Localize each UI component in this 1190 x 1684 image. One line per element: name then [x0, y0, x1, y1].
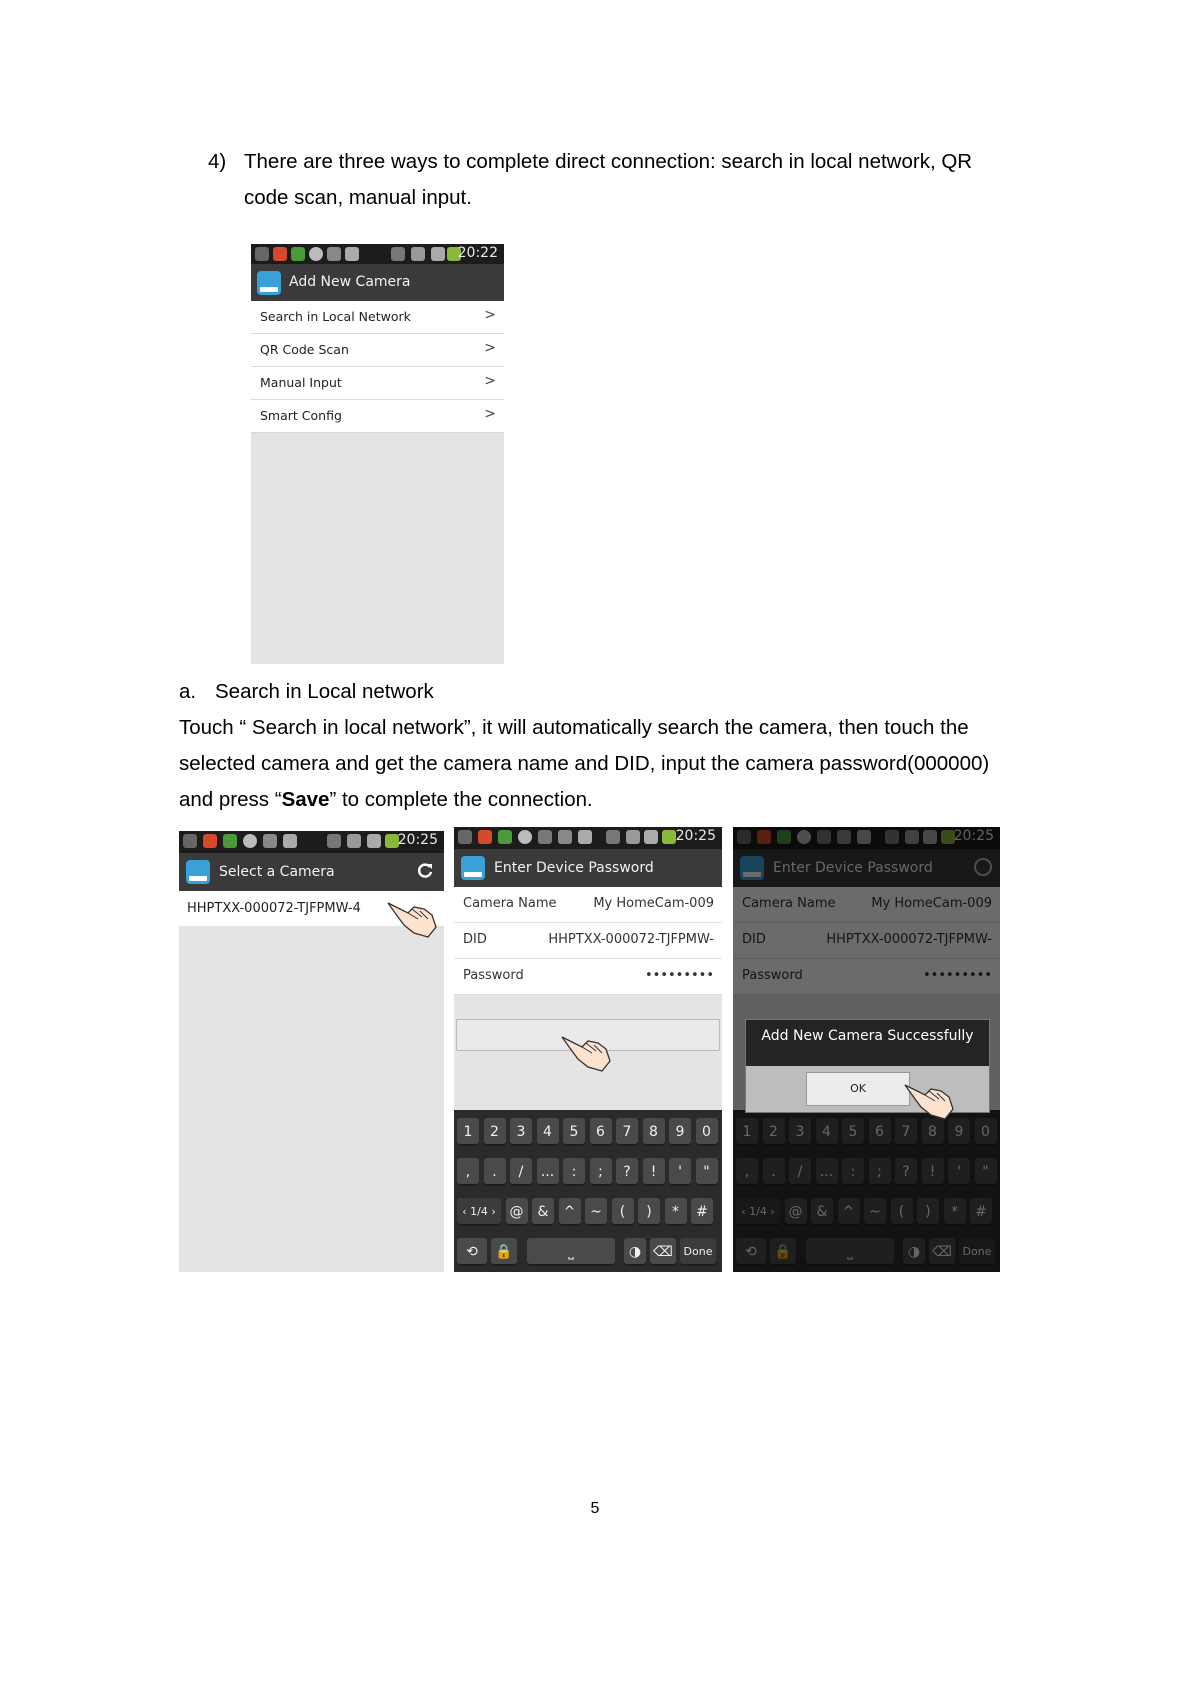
camera-item-label: HHPTXX-000072-TJFPMW-4 [187, 901, 361, 916]
password-field[interactable] [454, 959, 722, 995]
document-icon [578, 830, 592, 844]
undo-icon[interactable]: ⟲ [457, 1238, 487, 1266]
backspace-icon[interactable]: ⌫ [650, 1238, 676, 1266]
app-notify-icon [478, 830, 492, 844]
section-heading: Search in Local network [215, 680, 434, 703]
menu-item-label: Manual Input [260, 375, 342, 390]
document-icon [283, 834, 297, 848]
menu-item-manual-input[interactable] [251, 367, 504, 400]
keyboard-key[interactable]: 2 [484, 1118, 506, 1146]
status-bar [454, 827, 722, 849]
lock-icon[interactable]: 🔒 [491, 1238, 517, 1266]
keyboard-key[interactable]: 5 [563, 1118, 585, 1146]
signal-icon [431, 247, 445, 261]
keyboard-key[interactable]: @ [506, 1198, 528, 1226]
keyboard-key[interactable]: 7 [616, 1118, 638, 1146]
mute-icon [327, 834, 341, 848]
title-bar [454, 849, 722, 887]
pointing-hand-icon [384, 893, 444, 941]
keyboard-key[interactable]: 9 [669, 1118, 691, 1146]
section-paragraph-line3 [179, 782, 593, 818]
keyboard-key[interactable]: ! [643, 1158, 665, 1186]
keyboard [454, 1110, 722, 1272]
status-time: 20:25 [675, 828, 716, 844]
menu-item-search-local[interactable] [251, 301, 504, 334]
menu-item-label: QR Code Scan [260, 342, 349, 357]
contrast-icon[interactable]: ◑ [624, 1238, 646, 1266]
app-logo-icon [186, 860, 210, 884]
app-logo-icon [257, 271, 281, 295]
section-letter: a. [179, 680, 197, 703]
app-notify-icon [203, 834, 217, 848]
usb-icon [458, 830, 472, 844]
keyboard-key[interactable]: / [510, 1158, 532, 1186]
keyboard-key[interactable]: : [563, 1158, 585, 1186]
symbol-page-key[interactable]: ‹ 1/4 › [457, 1198, 501, 1226]
wifi-icon [411, 247, 425, 261]
keyboard-key[interactable]: ... [537, 1158, 559, 1186]
status-bar [179, 831, 444, 853]
screen-title: Enter Device Password [494, 860, 654, 876]
paragraph-text: ” to complete the connection. [329, 788, 593, 811]
camera-name-field[interactable] [454, 887, 722, 923]
usb-icon [255, 247, 269, 261]
screen-title: Select a Camera [219, 864, 335, 880]
title-bar [251, 264, 504, 301]
keyboard-key[interactable]: ) [638, 1198, 660, 1226]
screenshot-enter-password [454, 827, 722, 1272]
keyboard-key[interactable]: 4 [537, 1118, 559, 1146]
keyboard-key[interactable]: 0 [696, 1118, 718, 1146]
field-value: HHPTXX-000072-TJFPMW- [548, 932, 714, 947]
title-bar [179, 853, 444, 891]
save-keyword: Save [281, 788, 330, 811]
field-label: DID [463, 932, 487, 947]
ok-button[interactable]: OK [806, 1072, 910, 1106]
status-time: 20:22 [457, 245, 498, 261]
menu-item-qr-scan[interactable] [251, 334, 504, 367]
refresh-icon[interactable] [416, 862, 434, 880]
screen-title: Add New Camera [289, 274, 411, 290]
screenshot-add-new-camera [251, 244, 504, 664]
battery-notify-icon [558, 830, 572, 844]
keyboard-icon [538, 830, 552, 844]
done-key[interactable]: Done [680, 1238, 716, 1266]
paragraph-text: and press “ [179, 788, 282, 811]
section-paragraph-line2: selected camera and get the camera name and DID, input the camera password(000000) [179, 752, 990, 775]
wifi-icon [347, 834, 361, 848]
chevron-right-icon: > [484, 373, 496, 389]
keyboard-key[interactable]: 1 [457, 1118, 479, 1146]
pointing-hand-icon [558, 1027, 618, 1075]
usb-icon [183, 834, 197, 848]
keyboard-key[interactable]: , [457, 1158, 479, 1186]
field-label: Password [463, 968, 524, 983]
document-icon [345, 247, 359, 261]
chevron-right-icon: > [484, 406, 496, 422]
keyboard-key[interactable]: ^ [559, 1198, 581, 1226]
dialog-title: Add New Camera Successfully [761, 1028, 974, 1044]
weather-icon [309, 247, 323, 261]
signal-icon [644, 830, 658, 844]
battery-notify-icon [327, 247, 341, 261]
status-time: 20:25 [397, 832, 438, 848]
menu-item-label: Smart Config [260, 408, 342, 423]
app-notify-icon [273, 247, 287, 261]
status-bar [251, 244, 504, 264]
keyboard-key[interactable]: " [696, 1158, 718, 1186]
app-notify-icon [223, 834, 237, 848]
menu-item-label: Search in Local Network [260, 309, 411, 324]
keyboard-key[interactable]: ' [669, 1158, 691, 1186]
screenshot-select-camera [179, 831, 444, 1272]
keyboard-key[interactable]: 6 [590, 1118, 612, 1146]
chevron-right-icon: > [484, 307, 496, 323]
keyboard-key[interactable]: 8 [643, 1118, 665, 1146]
keyboard-key[interactable]: ( [612, 1198, 634, 1226]
battery-notify-icon [263, 834, 277, 848]
screenshot-add-success [733, 827, 1000, 1272]
app-notify-icon [291, 247, 305, 261]
app-notify-icon [498, 830, 512, 844]
battery-icon [662, 830, 676, 844]
keyboard-key[interactable]: ~ [585, 1198, 607, 1226]
step-text-line1: There are three ways to complete direct connection: search in local network, QR [244, 150, 973, 173]
weather-icon [518, 830, 532, 844]
menu-item-smart-config[interactable] [251, 400, 504, 433]
keyboard-key[interactable]: & [532, 1198, 554, 1226]
pointing-hand-icon [901, 1075, 961, 1123]
mute-icon [606, 830, 620, 844]
app-logo-icon [461, 856, 485, 880]
chevron-right-icon: > [484, 340, 496, 356]
field-value: ••••••••• [644, 968, 714, 983]
wifi-icon [626, 830, 640, 844]
keyboard-key[interactable]: # [691, 1198, 713, 1226]
section-paragraph-line1: Touch “ Search in local network”, it will automatically search the camera, then touch the [179, 716, 969, 739]
keyboard-key[interactable]: 3 [510, 1118, 532, 1146]
keyboard-key[interactable]: * [665, 1198, 687, 1226]
weather-icon [243, 834, 257, 848]
did-field[interactable] [454, 923, 722, 959]
field-value: My HomeCam-009 [593, 896, 714, 911]
space-key[interactable]: ⎵ [527, 1238, 615, 1266]
mute-icon [391, 247, 405, 261]
signal-icon [367, 834, 381, 848]
step-number: 4) [208, 150, 227, 173]
step-text-line2: code scan, manual input. [244, 186, 472, 209]
keyboard-key[interactable]: . [484, 1158, 506, 1186]
keyboard-key[interactable]: ; [590, 1158, 612, 1186]
page-number: 5 [590, 1500, 600, 1517]
keyboard-key[interactable]: ? [616, 1158, 638, 1186]
field-label: Camera Name [463, 896, 557, 911]
